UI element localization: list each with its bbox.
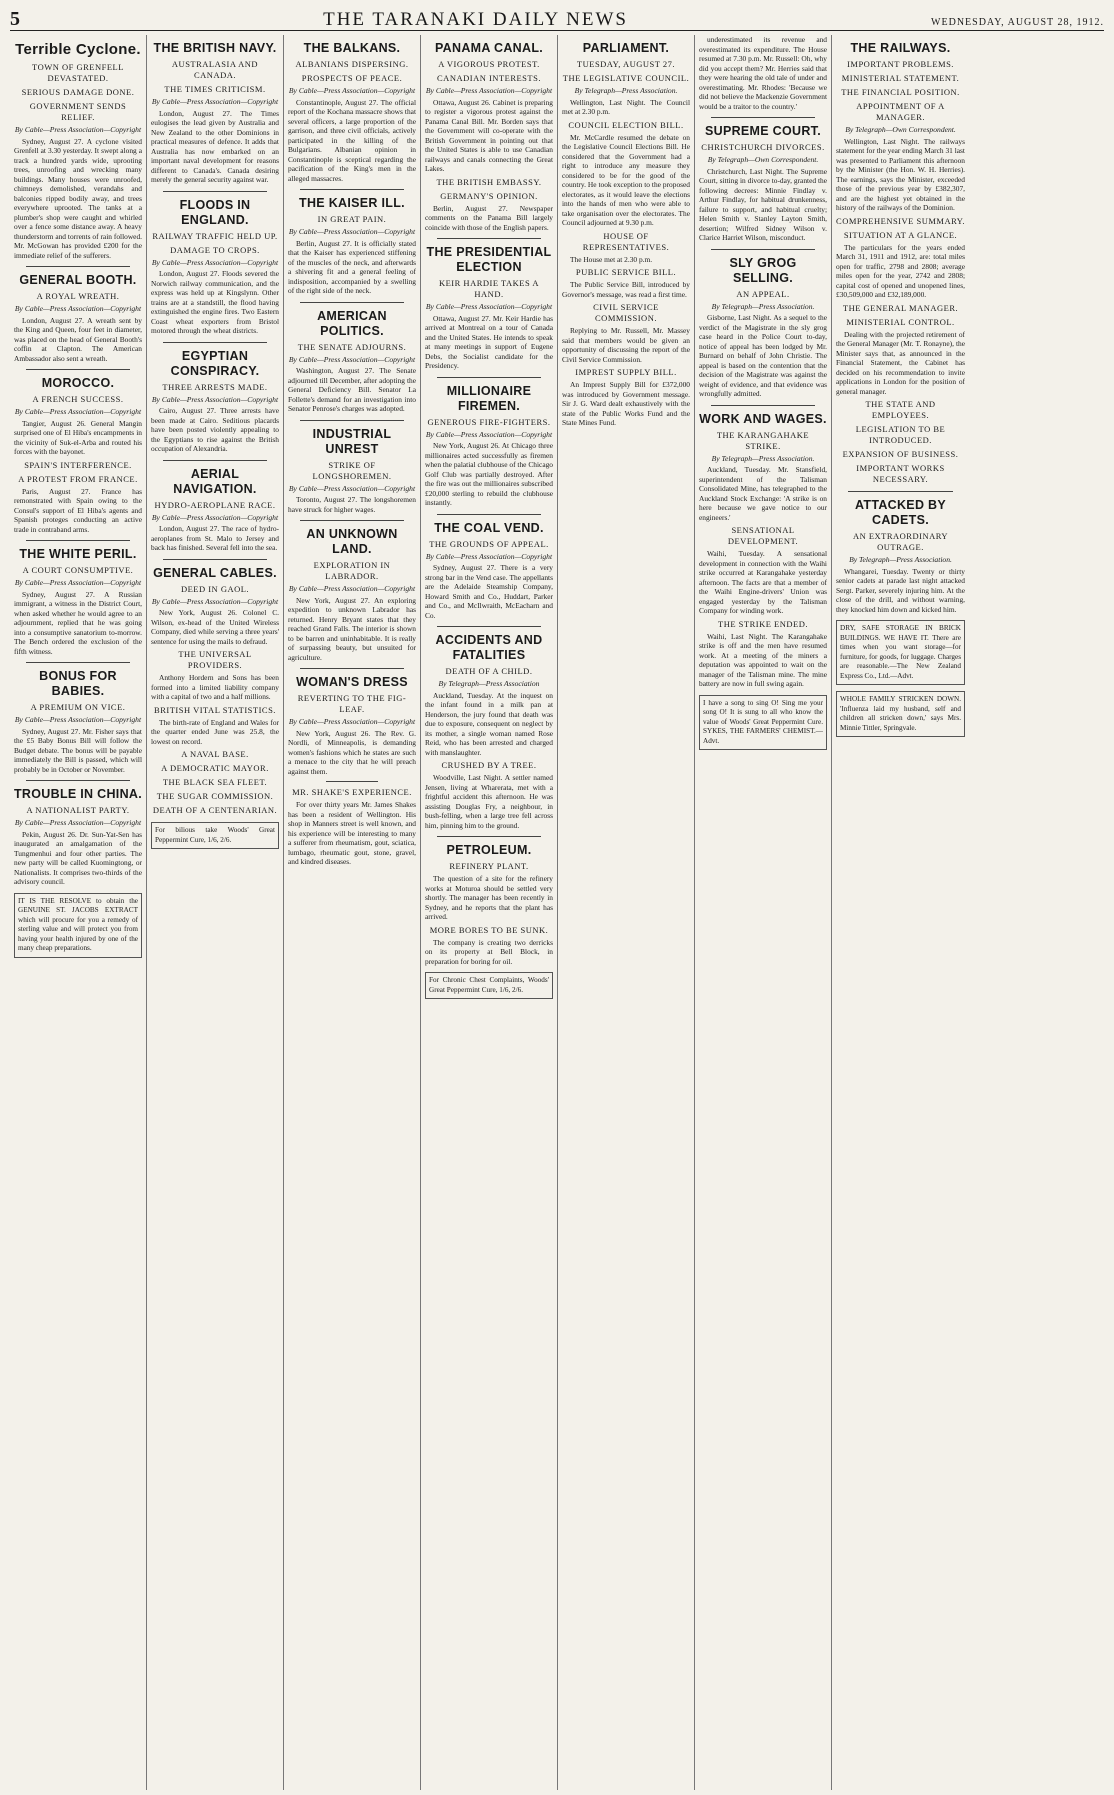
byline: By Cable—Press Association—Copyright	[288, 354, 416, 364]
divider	[711, 405, 815, 406]
article-body: For over thirty years Mr. James Shakes has been a resident of Wellington. His shop in Manners street is well known, and his experience will be interesting to many a sufferer from rheumatism, gout, sciatica, lumbago, rheumatic gout, stone, gravel, and kindred diseases.	[288, 800, 416, 866]
subhead: THE TIMES CRITICISM.	[164, 84, 266, 94]
divider	[437, 377, 541, 378]
article-body: The particulars for the years ended March 31, 1911 and 1912, are: total miles open for traffic, 2798 and 2808; average miles open for the year, 2742 and 2808; capital cost of opened and unopened lines, £30,509,000 and £32,189,000.	[836, 242, 965, 299]
byline: By Cable—Press Association—Copyright	[14, 578, 142, 587]
subhead: THE STATE AND EMPLOYEES.	[865, 399, 936, 420]
divider	[300, 189, 404, 190]
headline-presidential-election: THE PRESIDENTIAL ELECTION	[426, 245, 552, 274]
headline-unknown-land: AN UNKNOWN LAND.	[306, 527, 398, 556]
article-body: Berlin, August 27. It is officially stated that the Kaiser has experienced stiffening of the muscles of the neck, and afterwards a shivering fit and a general feeling of indisposition, accompanied by a swelling of the right side of the neck.	[288, 238, 416, 295]
article-body: Anthony Hordern and Sons has been formed into a limited liability company with a capital of two and a half millions.	[151, 673, 279, 701]
article-body: New York, August 26. At Chicago three millionaires acted successfully as firemen when the palatial clubhouse of the Chicago Golf Club was partially destroyed. After the fire was out the millionaires subscribed £20,000 sterling to rebuild the clubhouse instantly.	[425, 441, 553, 507]
byline: By Telegraph—Press Association.	[711, 301, 815, 311]
subhead: CANADIAN INTERESTS.	[437, 73, 541, 83]
article-body: Ottawa, August 27. Mr. Keir Hardie has arrived at Montreal on a tour of Canada and the United States. He intends to speak at many meetings in support of Eugene Debs, the Socialist candidate for the Presidency.	[425, 313, 553, 370]
article-body: New York, August 27. An exploring expedition to unknown Labrador has returned. Henry Bryant states that they reached Grand Falls. The interior is shown to be barren and uninhabitable. It is really of surpassing beauty, but unsuited for agriculture.	[288, 595, 416, 662]
article-body: London, August 27. A wreath sent by the King and Queen, four feet in diameter, was placed on the head of General Booth's coffin at Clapton. The American Ambassador also sent a wreath.	[14, 315, 142, 363]
column-7	[832, 35, 969, 1790]
divider	[300, 302, 404, 303]
subhead: SITUATION AT A GLANCE.	[843, 229, 958, 240]
subhead: HYDRO-AEROPLANE RACE.	[154, 499, 276, 510]
article-body: Wellington, Last Night. The railways statement for the year ending March 31 last was presented to Parliament this afternoon by the Minister (the Hon. W. H. Herries). The earnings, says the Minister, exceeded those of the previous year by £382,307, and are the highest yet obtained in the history of the railways of the Dominion.	[836, 136, 965, 212]
byline: By Cable—Press Association—Copyright	[14, 304, 142, 313]
divider	[848, 491, 953, 492]
subhead: MINISTERIAL STATEMENT.	[841, 73, 960, 83]
headline-egyptian-conspiracy: EGYPTIAN CONSPIRACY.	[170, 348, 260, 378]
headline-american-politics: AMERICAN POLITICS.	[317, 308, 387, 338]
subhead: THE LEGISLATIVE COUNCIL.	[562, 73, 690, 83]
subhead: SPAIN'S INTERFERENCE.	[24, 459, 132, 470]
subhead: THE GENERAL MANAGER.	[842, 302, 959, 313]
column-2	[147, 35, 284, 1790]
subhead: A COURT CONSUMPTIVE.	[22, 565, 134, 575]
subhead: KEIR HARDIE TAKES A HAND.	[438, 278, 540, 299]
divider	[26, 662, 130, 663]
divider	[26, 266, 130, 267]
article-body: New York, August 26. Colonel C. Wilson, ex-head of the United Wireless Company, died while serving a three years' sentence for using the mails to defraud.	[151, 608, 279, 646]
article-body: The company is creating two derricks on its property at Bell Block, in preparation for boring for oil.	[425, 937, 553, 966]
subhead: A PREMIUM ON VICE.	[30, 702, 126, 712]
headline-sly-grog-selling: SLY GROG SELLING.	[729, 255, 797, 285]
subhead: THE SENATE ADJOURNS.	[297, 341, 407, 352]
article-body: Ottawa, August 26. Cabinet is preparing to register a vigorous protest against the Panama Canal Bill. Mr. Borden says that the Government will co-operate with the British Government in pointing out that the United States is able to use Canadian railways and canals connecting the Great Lakes.	[425, 97, 553, 173]
subhead: CHRISTCHURCH DIVORCES.	[701, 142, 825, 152]
byline: By Cable—Press Association—Copyright	[288, 717, 416, 726]
article-body: Tangier, August 26. General Mangin surprised one of El Hiba's encampments in the vicinity of Suk-el-Arba and routed his forces with the bayonet.	[14, 418, 142, 456]
advertisement: IT IS THE RESOLVE to obtain the GENUINE ST. JACOBS EXTRACT which will procure for you a remedy of sterling value and will protect you from having your health injured by one of the many cheap preparations.	[14, 893, 142, 958]
subhead: IMPREST SUPPLY BILL.	[575, 367, 677, 377]
headline-kaiser-ill: THE KAISER ILL.	[299, 196, 405, 210]
article-body: Mr. McCardle resumed the debate on the Legislative Council Elections Bill. He considered that the Government had a right to introduce any measure they considered to be for the good of the country. He took exception to the proposed electorates, as it would leave the elections into the hands of men who were able to take organisation over the electorates. The Council adjourned at 9.30 p.m.	[562, 132, 690, 227]
advertisement: WHOLE FAMILY STRICKEN DOWN. 'Influenza laid my husband, self and children all stricken down,' says Mrs. Minnie Tittler, Springvale.	[836, 691, 965, 737]
subhead: A ROYAL WREATH.	[36, 291, 120, 301]
article-body: The birth-rate of England and Wales for the quarter ended June was 25.8, the lowest on record.	[151, 717, 279, 746]
subhead: IMPORTANT PROBLEMS.	[847, 59, 954, 69]
byline: By Cable—Press Association—Copyright	[151, 97, 279, 106]
subhead: DEATH OF A CENTENARIAN.	[152, 805, 278, 815]
article-body: Gisborne, Last Night. As a sequel to the verdict of the Magistrate in the sly grog case heard in the Police Court to-day, notice of appeal has been lodged by Mr. Burnard on behalf of John Christie. The appeal is based on the contention that the decision of the Magistrate was against the weight of evidence, and that evidence was wrongfully admitted.	[699, 313, 827, 398]
article-body: underestimated its revenue and overestimated its expenditure. The House resumed at 7.30 p.m. Mr. Russell: Oh, why did you accept them? Mr. Herries said that they were hearing the old tale of under and overestimating. Mr. Rhodes: 'Because we did not believe the Mackenzie Government would be a traitor to the country.'	[699, 35, 827, 111]
subhead: EXPANSION OF BUSINESS.	[842, 449, 959, 459]
divider	[711, 249, 815, 250]
headline-panama-canal: PANAMA CANAL.	[434, 41, 544, 55]
issue-date: WEDNESDAY, AUGUST 28, 1912.	[931, 17, 1104, 28]
subhead: A NAVAL BASE.	[181, 749, 249, 759]
subhead: REVERTING TO THE FIG-LEAF.	[297, 693, 407, 714]
subhead: GENEROUS FIRE-FIGHTERS.	[427, 416, 551, 427]
column-5	[558, 35, 695, 1790]
article-body: Berlin, August 27. Newspaper comments on the Panama Bill largely coincide with those of the English papers.	[425, 203, 553, 232]
divider	[711, 117, 815, 118]
byline: By Telegraph—Own Correspondent.	[845, 125, 956, 134]
article-body: Christchurch, Last Night. The Supreme Court, sitting in divorce to-day, granted the following decrees: Minnie Findlay v. Arthur Findlay, for habitual drunkenness, failure to support, and habitual cruelty; Helen Smith v. Stanley Layton Smith, desertion; Wilfred Sidney Wilson v. Clarice Harriet Wilson, misconduct.	[699, 166, 827, 242]
headline-industrial-unrest: INDUSTRIAL UNREST	[312, 426, 392, 456]
headline-attacked-by-cadets: ATTACKED BY CADETS.	[854, 498, 947, 527]
subhead: COUNCIL ELECTION BILL.	[568, 119, 684, 130]
headline-floods-in-england: FLOODS IN ENGLAND.	[179, 197, 251, 227]
subhead: ALBANIANS DISPERSING.	[295, 59, 409, 69]
subhead: MINISTERIAL CONTROL.	[846, 316, 955, 327]
byline: By Cable—Press Association—Copyright	[14, 818, 142, 827]
byline: By Cable—Press Association—Copyright	[151, 512, 279, 522]
subhead: CIVIL SERVICE COMMISSION.	[593, 302, 659, 323]
article-body: Waihi, Tuesday. A sensational development in connection with the Waihi strike occurred at Karangahake yesterday afternoon. The facts are that a member of the Waihi Engine-drivers' Union was engaged yesterday by the Talisman Company for winding work.	[699, 549, 827, 615]
advertisement: I have a song to sing O! Sing me your song O! It is sung to all who know the value of Woods' Great Peppermint Cure. SYKES, THE FARMERS' CHEMIST.—Advt.	[699, 695, 827, 751]
article-body: Constantinople, August 27. The official report of the Kochana massacre shows that several officers, a large proportion of the garrison, and three civil officials, actively participated in the killing of the Bulgarians. Albanian opinion in Constantinople is sceptical regarding the pacification of the King's men in the alleged massacres.	[288, 97, 416, 183]
subhead: DEED IN GAOL.	[180, 583, 250, 594]
subhead: THE UNIVERSAL PROVIDERS.	[178, 649, 252, 670]
article-body: London, August 27. The Times eulogises the lead given by Australia and New Zealand to the other Dominions in practical measures of defence. It adds that Australia has now embarked on an important naval development for reasons different to Canada's. Canada desiring merely the general security against war.	[151, 108, 279, 184]
divider	[163, 191, 267, 192]
article-body: Sydney, August 27. There is a very strong bar in the Vend case. The appellants are the Adelaide Steamship Company, Howard Smith and Co., Huddart, Parker and Co., and McIlwraith, McEacharn and Co.	[425, 563, 553, 620]
subhead: A PROTEST FROM FRANCE.	[18, 473, 138, 484]
article-body: Replying to Mr. Russell, Mr. Massey said that members would be given an opportunity of discussing the report of the Civil Service Commission.	[562, 326, 690, 364]
byline: By Cable—Press Association—Copyright	[425, 86, 553, 95]
divider	[163, 559, 267, 560]
subhead: MR. SHAKE'S EXPERIENCE.	[292, 787, 412, 797]
article-body: Washington, August 27. The Senate adjourned till December, after adopting the General Deficiency Bill. Senator La Follette's demand for an investigation into Senator Penrose's charges was adopted.	[288, 366, 416, 413]
advertisement: For Chronic Chest Complaints, Woods' Great Peppermint Cure, 1/6, 2/6.	[425, 972, 553, 999]
page-number: 5	[10, 8, 20, 30]
newspaper-title: THE TARANAKI DAILY NEWS	[323, 9, 628, 30]
byline: By Telegraph—Press Association.	[574, 86, 678, 95]
subhead: APPOINTMENT OF A MANAGER.	[856, 101, 945, 122]
divider	[163, 460, 267, 461]
subhead: EXPLORATION IN LABRADOR.	[313, 560, 391, 581]
article-body: The question of a site for the refinery works at Moturoa should be settled very shortly. The manager has been recently in Sydney, and he reports that the plant has arrived.	[425, 874, 553, 921]
byline: By Cable—Press Association—Copyright	[288, 483, 416, 493]
subhead: DAMAGE TO CROPS.	[170, 244, 260, 255]
subhead: HOUSE OF REPRESENTATIVES.	[582, 230, 670, 252]
subhead: PUBLIC SERVICE BILL.	[575, 267, 677, 277]
divider	[326, 781, 378, 782]
subhead: THE BRITISH EMBASSY.	[436, 176, 542, 187]
subhead: PROSPECTS OF PEACE.	[301, 73, 403, 83]
subhead: THREE ARRESTS MADE.	[162, 381, 268, 392]
divider	[437, 626, 541, 627]
article-body: Pekin, August 26. Dr. Sun-Yat-Sen has inaugurated an amalgamation of the Tungmenhui and four other parties. The new party will be called Kuomingtong, or Nationalists. It comprises two-thirds of the advisory council.	[14, 829, 142, 886]
divider	[300, 668, 404, 669]
headline-terrible-cyclone: Terrible Cyclone.	[15, 41, 141, 58]
headline-white-peril: THE WHITE PERIL.	[19, 547, 137, 561]
article-body: Sydney, August 27. Mr. Fisher says that the £5 Baby Bonus Bill will follow the Budget debate. The bonus will be payable immediately the Bill is passed, which will probably be in October or November.	[14, 726, 142, 774]
article-body: Waihi, Last Night. The Karangahake strike is off and the men have resumed work. At a meeting of the miners a deputation was appointed to wait on the manager of the Talisman mine. The mine battery are now in full swing again.	[699, 631, 827, 688]
headline-petroleum: PETROLEUM.	[446, 843, 532, 857]
subhead: AN EXTRAORDINARY OUTRAGE.	[852, 531, 949, 552]
subhead: THE GROUNDS OF APPEAL.	[429, 538, 549, 549]
subhead: REFINERY PLANT.	[449, 861, 529, 871]
byline: By Telegraph—Press Association	[438, 679, 540, 688]
headline-the-railways: THE RAILWAYS.	[850, 41, 951, 55]
article-body: Woodville, Last Night. A settler named Jensen, living at Wharerata, met with a frightful accident this afternoon. He was assisting Douglas Fry, a neighbour, in bush-felling, when a large tree fell across him, pinning him to the ground.	[425, 773, 553, 830]
headline-work-and-wages: WORK AND WAGES.	[699, 411, 827, 426]
headline-aerial-navigation: AERIAL NAVIGATION.	[173, 466, 257, 496]
article-body: New York, August 26. The Rev. G. Nordli, of Minneapolis, is demanding women's fashions which he states are such a menace to the city that he will preach against them.	[288, 728, 416, 776]
subhead: BRITISH VITAL STATISTICS.	[154, 704, 276, 715]
headline-millionaire-firemen: MILLIONAIRE FIREMEN.	[446, 383, 532, 413]
column-4	[421, 35, 558, 1790]
article-body: London, August 27. Floods severed the Norwich railway communication, and the express was held up at Kingslynn. Other trains are at a standstill, the flood having extinguished the engine fires. Two Eastern Coast wheat exporters from Bristol motored through the wheat districts.	[151, 269, 279, 335]
column-1	[10, 35, 147, 1790]
subhead: IN GREAT PAIN.	[317, 214, 387, 224]
byline: By Cable—Press Association—Copyright	[425, 302, 553, 311]
headline-the-balkans: THE BALKANS.	[303, 41, 401, 55]
divider	[300, 420, 404, 421]
byline: By Telegraph—Press Association.	[849, 555, 952, 564]
byline: By Cable—Press Association—Copyright	[14, 125, 142, 134]
subhead: THE KARANGAHAKE STRIKE.	[716, 429, 810, 451]
subhead: COMPREHENSIVE SUMMARY.	[836, 215, 965, 226]
divider	[437, 238, 541, 239]
masthead	[10, 8, 1104, 31]
advertisement: DRY, SAFE STORAGE IN BRICK BUILDINGS. WE HAVE IT. There are times when you want storage—for furniture, for goods, for luggage. Charges are reasonable.—The New Zealand Express Co., Ltd.—Advt.	[836, 620, 965, 685]
subhead: SENSATIONAL DEVELOPMENT.	[727, 525, 799, 546]
article-body: Auckland, Tuesday. Mr. Stansfield, superintendent of the Talisman Consolidated Mine, has telegraphed to the Auckland Stock Exchange: 'A strike is on here because we gave notice to our engineers.'	[699, 465, 827, 522]
subhead: A DEMOCRATIC MAYOR.	[161, 763, 269, 773]
article-body: Auckland, Tuesday. At the inquest on the infant found in a milk pan at Henderson, the jury found that death was due to exposure, consequent on neglect by its mother, a single woman named Rose Reid, who has been arrested and charged with manslaughter.	[425, 690, 553, 757]
subhead: IMPORTANT WORKS NECESSARY.	[856, 463, 945, 484]
byline: By Cable—Press Association—Copyright	[14, 407, 142, 416]
article-body: Dealing with the projected retirement of the General Manager (Mr. T. Ronayne), the Minister says that, as announced in the Financial Statement, the Cabinet has decided on his recommendation to invite applications in London for the position of general manager.	[836, 329, 965, 396]
headline-supreme-court: SUPREME COURT.	[704, 124, 822, 138]
column-3	[284, 35, 421, 1790]
article-body: Sydney, August 27. A Russian immigrant, a witness in the District Court, when asked whether he would agree to an adjournment, replied that he was going into a consumptive sanatorium to-morrow. The Bench ordered the exclusion of the fifth witness.	[14, 589, 142, 656]
byline: By Cable—Press Association—Copyright	[151, 257, 279, 267]
byline: By Cable—Press Association—Copyright	[151, 596, 279, 606]
divider	[26, 540, 130, 541]
subhead: MORE BORES TO BE SUNK.	[429, 924, 549, 935]
headline-british-navy: THE BRITISH NAVY.	[153, 41, 277, 55]
advertisement: For bilious take Woods' Great Peppermint Cure, 1/6, 2/6.	[151, 822, 279, 849]
subhead: THE BLACK SEA FLEET.	[162, 777, 268, 787]
divider	[437, 514, 541, 515]
article-body: London, August 27. The race of hydro-aeroplanes from St. Malo to Jersey and back has finished. Several fell into the sea.	[151, 524, 279, 552]
article-body: Cairo, August 27. Three arrests have been made at Cairo. Seditious placards have been posted violently appealing to the Egyptians to rise against the British occupation of Alexandria.	[151, 406, 279, 453]
byline: By Cable—Press Association—Copyright	[288, 584, 416, 593]
article-body: Wellington, Last Night. The Council met at 2.30 p.m.	[562, 97, 690, 116]
subhead: SERIOUS DAMAGE DONE.	[21, 87, 135, 97]
byline: By Cable—Press Association—Copyright	[288, 86, 416, 95]
headline-morocco: MOROCCO.	[41, 376, 115, 390]
headline-general-cables: GENERAL CABLES.	[153, 565, 277, 580]
headline-womans-dress: WOMAN'S DRESS	[296, 675, 408, 689]
article-body: Whangarei, Tuesday. Twenty or thirty senior cadets at parade last night attacked Sergt. Parker, severely injuring him. At the close of the drill, and without warning, they knocked him down and kicked him.	[836, 566, 965, 614]
divider	[26, 369, 130, 370]
divider	[26, 780, 130, 781]
subhead: AN APPEAL.	[736, 288, 790, 299]
byline: By Cable—Press Association—Copyright	[425, 551, 553, 561]
subhead: THE FINANCIAL POSITION.	[841, 87, 960, 97]
headline-general-booth: GENERAL BOOTH.	[19, 273, 137, 287]
subhead: A NATIONALIST PARTY.	[26, 805, 130, 815]
headline-parliament: PARLIAMENT.	[582, 41, 670, 55]
subhead: LEGISLATION TO BE INTRODUCED.	[855, 424, 946, 445]
subhead: STRIKE OF LONGSHOREMEN.	[312, 459, 392, 481]
article-body: Sydney, August 27. A cyclone visited Grenfell at 3.30 yesterday. It swept along a track a hundred yards wide, uprooting trees, unroofing and wrecking many buildings. Many houses were unroofed, chimneys demolished, verandahs and balconies ripped bodily away, and trees everywhere uprooted. The tanks at a plumber's shop were caught and whirled over a fence some distance away. A heavy thunderstorm and torrents of rain followed. Mr. McGowan has provided £200 for the immediate relief of the sufferers.	[14, 136, 142, 260]
headline-accidents-fatalities: ACCIDENTS AND FATALITIES	[435, 633, 543, 662]
byline: By Cable—Press Association—Copyright	[288, 227, 416, 236]
subhead: TUESDAY, AUGUST 27.	[576, 59, 676, 69]
subhead: THE SUGAR COMMISSION.	[156, 791, 274, 801]
byline: By Telegraph—Press Association.	[711, 453, 815, 463]
byline: By Cable—Press Association—Copyright	[151, 394, 279, 404]
subhead: TOWN OF GRENFELL DEVASTATED.	[32, 62, 124, 83]
divider	[300, 520, 404, 521]
columns	[10, 35, 1104, 1790]
byline: By Cable—Press Association—Copyright	[425, 429, 553, 439]
article-body: An Imprest Supply Bill for £372,000 was introduced by Government message. Sir J. G. Ward dealt exhaustively with the state of the Public Works Fund and the State Mines Fund.	[562, 380, 690, 427]
headline-bonus-for-babies: BONUS FOR BABIES.	[39, 669, 117, 698]
headline-coal-vend: THE COAL VEND.	[434, 520, 544, 535]
article-body: Paris, August 27. France has remonstrated with Spain owing to the Consul's support of El Hiba's agents and Spanish proteges conducting an active trade in contraband arms.	[14, 486, 142, 534]
article-body: Toronto, August 27. The longshoremen have struck for higher wages.	[288, 495, 416, 514]
subhead: GERMANY'S OPINION.	[440, 190, 538, 201]
divider	[163, 342, 267, 343]
divider	[437, 836, 541, 837]
subhead: CRUSHED BY A TREE.	[441, 760, 537, 770]
byline: By Cable—Press Association—Copyright	[14, 715, 142, 724]
byline: By Telegraph—Own Correspondent.	[707, 155, 819, 164]
subhead: A VIGOROUS PROTEST.	[438, 59, 540, 69]
column-6	[695, 35, 832, 1790]
headline-trouble-in-china: TROUBLE IN CHINA.	[14, 787, 143, 801]
subhead: THE STRIKE ENDED.	[718, 618, 808, 629]
subhead: GOVERNMENT SENDS RELIEF.	[29, 101, 127, 122]
article-body: The Public Service Bill, introduced by Governor's message, was read a first time.	[562, 280, 690, 299]
subhead: RAILWAY TRAFFIC HELD UP.	[152, 230, 278, 241]
subhead: A FRENCH SUCCESS.	[32, 394, 124, 404]
subhead: DEATH OF A CHILD.	[445, 666, 533, 676]
subhead: AUSTRALASIA AND CANADA.	[171, 59, 259, 80]
article-body: The House met at 2.30 p.m.	[570, 254, 653, 264]
